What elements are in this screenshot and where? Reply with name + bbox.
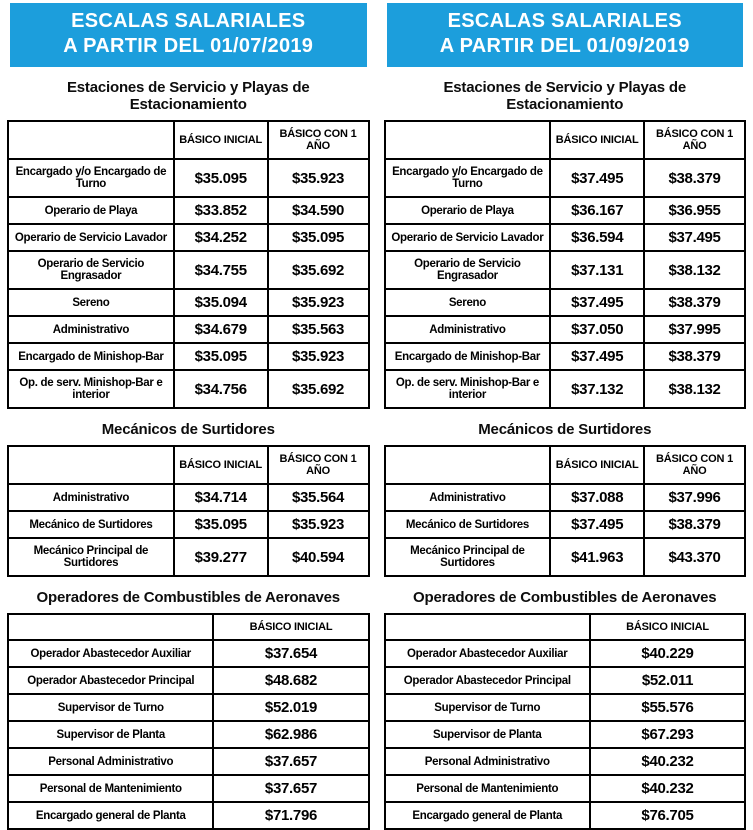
value-cell: $37.495 [550, 511, 644, 538]
value-cell: $40.594 [268, 538, 369, 576]
table-corner-cell [385, 614, 590, 640]
column-header-basico-inicial: BÁSICO INICIAL [550, 446, 644, 484]
table-row [8, 370, 369, 408]
section-title-mecanicos-left: Mecánicos de Surtidores [7, 421, 370, 438]
table-estaciones-left [7, 120, 370, 409]
value-cell: $52.011 [590, 667, 745, 694]
table-row [385, 484, 746, 511]
table-header-row [8, 614, 369, 640]
row-label-cell: Encargado y/o Encargado de Turno [385, 159, 551, 197]
column-header-basico-inicial: BÁSICO INICIAL [213, 614, 368, 640]
value-cell: $40.229 [590, 640, 745, 667]
table-row [8, 251, 369, 289]
value-cell: $35.692 [268, 251, 369, 289]
table-row [8, 667, 369, 694]
value-cell: $33.852 [174, 197, 268, 224]
table-row [8, 748, 369, 775]
table-row [8, 775, 369, 802]
salary-column-left [0, 0, 377, 707]
banner-title-line2: A PARTIR DEL 01/09/2019 [387, 34, 744, 59]
table-row [8, 224, 369, 251]
value-cell: $36.594 [550, 224, 644, 251]
table-header-row [8, 446, 369, 484]
row-label-cell: Sereno [385, 289, 551, 316]
row-label-cell: Mecánico de Surtidores [385, 511, 551, 538]
row-label-cell: Supervisor de Turno [8, 694, 213, 721]
table-row [385, 748, 746, 775]
value-cell: $37.995 [644, 316, 745, 343]
row-label-cell: Personal de Mantenimiento [8, 775, 213, 802]
value-cell: $41.963 [550, 538, 644, 576]
value-cell: $34.756 [174, 370, 268, 408]
value-cell: $38.132 [644, 251, 745, 289]
table-row [8, 538, 369, 576]
section-title-operadores-left: Operadores de Combustibles de Aeronaves [7, 589, 370, 606]
section-title-estaciones-right: Estaciones de Servicio y Playas de Estacionamiento [384, 79, 747, 113]
table-mecanicos-left [7, 445, 370, 577]
row-label-cell: Personal Administrativo [385, 748, 590, 775]
table-row [8, 721, 369, 748]
banner-title-line2: A PARTIR DEL 01/07/2019 [10, 34, 367, 59]
column-header-basico-con-1-ano: BÁSICO CON 1 AÑO [268, 121, 369, 159]
value-cell: $35.095 [174, 511, 268, 538]
value-cell: $38.379 [644, 159, 745, 197]
row-label-cell: Operario de Servicio Lavador [8, 224, 174, 251]
row-label-cell: Operador Abastecedor Principal [385, 667, 590, 694]
value-cell: $67.293 [590, 721, 745, 748]
row-label-cell: Encargado general de Planta [385, 802, 590, 829]
table-header-row [8, 121, 369, 159]
table-corner-cell [8, 121, 174, 159]
value-cell: $62.986 [213, 721, 368, 748]
column-header-basico-con-1-ano: BÁSICO CON 1 AÑO [268, 446, 369, 484]
row-label-cell: Operario de Playa [8, 197, 174, 224]
value-cell: $35.095 [174, 159, 268, 197]
value-cell: $37.495 [644, 224, 745, 251]
row-label-cell: Mecánico Principal de Surtidores [8, 538, 174, 576]
value-cell: $35.923 [268, 511, 369, 538]
table-corner-cell [8, 446, 174, 484]
column-header-basico-inicial: BÁSICO INICIAL [590, 614, 745, 640]
row-label-cell: Administrativo [8, 316, 174, 343]
table-row [385, 316, 746, 343]
row-label-cell: Operario de Playa [385, 197, 551, 224]
table-row [8, 316, 369, 343]
value-cell: $34.714 [174, 484, 268, 511]
value-cell: $71.796 [213, 802, 368, 829]
row-label-cell: Administrativo [8, 484, 174, 511]
column-header-basico-inicial: BÁSICO INICIAL [550, 121, 644, 159]
value-cell: $34.679 [174, 316, 268, 343]
value-cell: $37.495 [550, 159, 644, 197]
row-label-cell: Encargado de Minishop-Bar [385, 343, 551, 370]
value-cell: $35.095 [174, 343, 268, 370]
value-cell: $35.692 [268, 370, 369, 408]
column-header-basico-con-1-ano: BÁSICO CON 1 AÑO [644, 121, 745, 159]
banner-title-line1: ESCALAS SALARIALES [10, 9, 367, 34]
table-row [8, 694, 369, 721]
value-cell: $34.755 [174, 251, 268, 289]
table-row [385, 640, 746, 667]
row-label-cell: Operario de Servicio Engrasador [8, 251, 174, 289]
column-header-basico-inicial: BÁSICO INICIAL [174, 446, 268, 484]
row-label-cell: Encargado y/o Encargado de Turno [8, 159, 174, 197]
value-cell: $35.095 [268, 224, 369, 251]
banner-left [10, 3, 367, 67]
table-row [8, 159, 369, 197]
table-mecanicos-right [384, 445, 747, 577]
row-label-cell: Encargado general de Planta [8, 802, 213, 829]
section-title-estaciones-left: Estaciones de Servicio y Playas de Estacionamiento [7, 79, 370, 113]
table-header-row [385, 121, 746, 159]
value-cell: $36.167 [550, 197, 644, 224]
value-cell: $38.132 [644, 370, 745, 408]
row-label-cell: Operario de Servicio Engrasador [385, 251, 551, 289]
value-cell: $38.379 [644, 289, 745, 316]
table-row [385, 667, 746, 694]
value-cell: $35.564 [268, 484, 369, 511]
value-cell: $43.370 [644, 538, 745, 576]
table-corner-cell [385, 446, 551, 484]
row-label-cell: Operador Abastecedor Principal [8, 667, 213, 694]
table-row [385, 802, 746, 829]
value-cell: $37.131 [550, 251, 644, 289]
table-row [385, 159, 746, 197]
value-cell: $37.495 [550, 289, 644, 316]
value-cell: $38.379 [644, 343, 745, 370]
row-label-cell: Personal Administrativo [8, 748, 213, 775]
banner-right [387, 3, 744, 67]
table-row [385, 289, 746, 316]
section-title-mecanicos-right: Mecánicos de Surtidores [384, 421, 747, 438]
row-label-cell: Sereno [8, 289, 174, 316]
value-cell: $55.576 [590, 694, 745, 721]
row-label-cell: Administrativo [385, 316, 551, 343]
value-cell: $36.955 [644, 197, 745, 224]
row-label-cell: Administrativo [385, 484, 551, 511]
value-cell: $52.019 [213, 694, 368, 721]
table-row [385, 197, 746, 224]
value-cell: $34.252 [174, 224, 268, 251]
value-cell: $35.923 [268, 159, 369, 197]
value-cell: $37.132 [550, 370, 644, 408]
value-cell: $37.088 [550, 484, 644, 511]
row-label-cell: Op. de serv. Minishop-Bar e interior [385, 370, 551, 408]
row-label-cell: Encargado de Minishop-Bar [8, 343, 174, 370]
table-row [385, 224, 746, 251]
table-row [8, 640, 369, 667]
row-label-cell: Personal de Mantenimiento [385, 775, 590, 802]
table-row [385, 370, 746, 408]
table-row [385, 721, 746, 748]
value-cell: $35.923 [268, 343, 369, 370]
row-label-cell: Supervisor de Planta [8, 721, 213, 748]
value-cell: $76.705 [590, 802, 745, 829]
table-header-row [385, 614, 746, 640]
row-label-cell: Supervisor de Planta [385, 721, 590, 748]
value-cell: $34.590 [268, 197, 369, 224]
row-label-cell: Operador Abastecedor Auxiliar [385, 640, 590, 667]
value-cell: $39.277 [174, 538, 268, 576]
banner-title-line1: ESCALAS SALARIALES [387, 9, 744, 34]
table-corner-cell [8, 614, 213, 640]
row-label-cell: Supervisor de Turno [385, 694, 590, 721]
table-row [385, 343, 746, 370]
column-header-basico-con-1-ano: BÁSICO CON 1 AÑO [644, 446, 745, 484]
row-label-cell: Op. de serv. Minishop-Bar e interior [8, 370, 174, 408]
row-label-cell: Operador Abastecedor Auxiliar [8, 640, 213, 667]
table-row [8, 343, 369, 370]
table-operadores-left [7, 613, 370, 830]
column-header-basico-inicial: BÁSICO INICIAL [174, 121, 268, 159]
table-row [385, 251, 746, 289]
value-cell: $35.094 [174, 289, 268, 316]
table-row [385, 775, 746, 802]
value-cell: $37.495 [550, 343, 644, 370]
table-row [8, 484, 369, 511]
table-row [8, 289, 369, 316]
table-estaciones-right [384, 120, 747, 409]
value-cell: $40.232 [590, 775, 745, 802]
value-cell: $37.657 [213, 775, 368, 802]
table-corner-cell [385, 121, 551, 159]
value-cell: $35.563 [268, 316, 369, 343]
row-label-cell: Mecánico Principal de Surtidores [385, 538, 551, 576]
value-cell: $37.050 [550, 316, 644, 343]
table-row [385, 538, 746, 576]
table-row [385, 694, 746, 721]
salary-column-right [377, 0, 753, 707]
row-label-cell: Mecánico de Surtidores [8, 511, 174, 538]
table-operadores-right [384, 613, 747, 830]
table-row [8, 197, 369, 224]
table-row [385, 511, 746, 538]
value-cell: $37.654 [213, 640, 368, 667]
section-title-operadores-right: Operadores de Combustibles de Aeronaves [384, 589, 747, 606]
value-cell: $48.682 [213, 667, 368, 694]
value-cell: $37.996 [644, 484, 745, 511]
value-cell: $35.923 [268, 289, 369, 316]
table-row [8, 511, 369, 538]
value-cell: $37.657 [213, 748, 368, 775]
value-cell: $40.232 [590, 748, 745, 775]
value-cell: $38.379 [644, 511, 745, 538]
table-row [8, 802, 369, 829]
row-label-cell: Operario de Servicio Lavador [385, 224, 551, 251]
table-header-row [385, 446, 746, 484]
